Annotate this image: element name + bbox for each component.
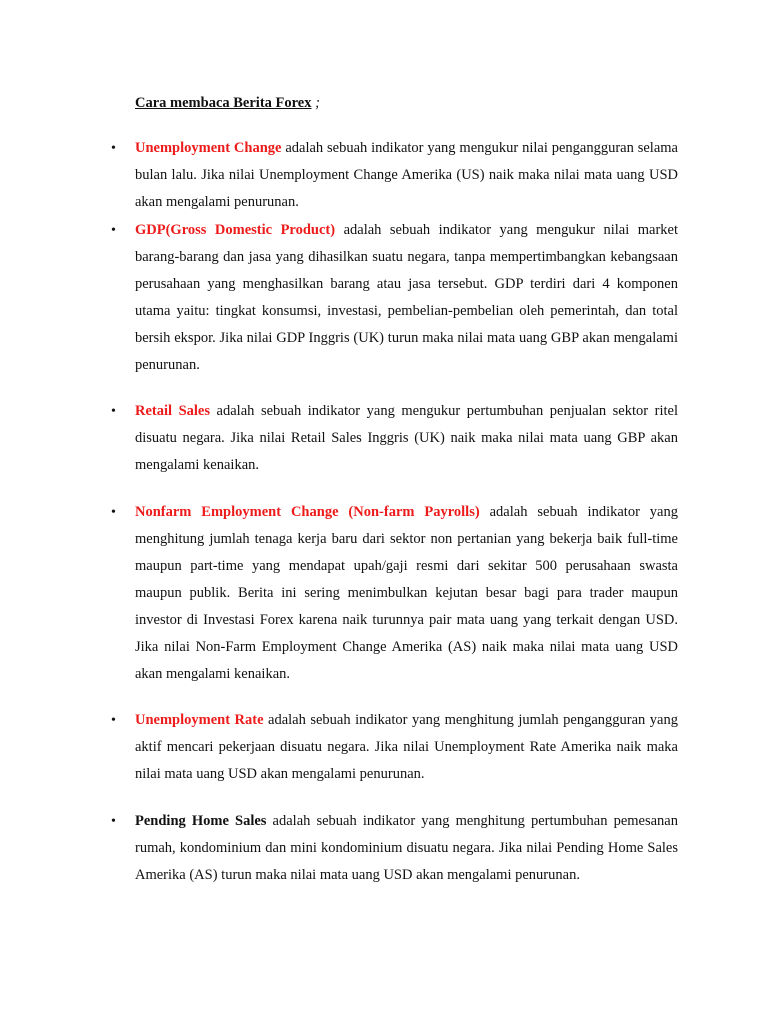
item-description: adalah sebuah indikator yang menghitung jumlah tenaga kerja baru dari sektor non pertanian yang bekerja baik full-time maupun part-time yang mendapat upah/gaji resmi dari sekitar 500 perusahaan swasta maupun publik. Berita ini sering menimbulkan kejutan besar bagi para trader maupun investor di Investasi Forex karena naik turunnya pair mata uang yang terkait dengan USD. Jika nilai Non-Farm Employment Change Amerika (AS) naik maka nilai mata uang USD akan mengalami kenaikan. (135, 504, 678, 682)
list-item (111, 135, 678, 216)
heading-punctuation: ; (311, 95, 320, 111)
item-description: adalah sebuah indikator yang menghitung pertumbuhan pemesanan rumah, kondominium dan mini kondominium disuatu negara. Jika nilai Pending Home Sales Amerika (AS) turun maka nilai mata uang USD akan mengalami penurunan. (135, 813, 678, 883)
item-description: adalah sebuah indikator yang mengukur nilai market barang-barang dan jasa yang dihasilkan suatu negara, tanpa mempertimbangkan kebangsaan perusahaan yang menghasilkan barang atau jasa tersebut. GDP terdiri dari 4 komponen utama yaitu: tingkat konsumsi, investasi, pembelian-pembelian oleh pemerintah, dan total bersih ekspor. Jika nilai GDP Inggris (UK) turun maka nilai mata uang GBP akan mengalami penurunan. (135, 222, 678, 373)
list-item (111, 217, 678, 379)
term-unemployment-change: Unemployment Change (135, 140, 282, 156)
item-description: adalah sebuah indikator yang mengukur nilai pengangguran selama bulan lalu. Jika nilai Unemployment Change Amerika (US) naik maka nilai mata uang USD akan mengalami penurunan. (135, 140, 678, 210)
bullet-icon: • (111, 141, 116, 156)
term-nonfarm-employment-change: Nonfarm Employment Change (Non-farm Payrolls) (135, 504, 480, 520)
term-gdp: GDP(Gross Domestic Product) (135, 222, 336, 238)
list-item (111, 398, 678, 479)
bullet-icon: • (111, 404, 116, 419)
list-item (111, 707, 678, 788)
heading-title: Cara membaca Berita Forex (135, 95, 312, 111)
term-unemployment-rate: Unemployment Rate (135, 712, 264, 728)
bullet-icon: • (111, 505, 116, 520)
item-description: adalah sebuah indikator yang mengukur pertumbuhan penjualan sektor ritel disuatu negara. Jika nilai Retail Sales Inggris (UK) naik maka nilai mata uang GBP akan mengalami kenaikan. (135, 403, 678, 473)
document-heading (135, 93, 320, 113)
term-pending-home-sales: Pending Home Sales (135, 813, 267, 829)
list-item (111, 808, 678, 889)
term-retail-sales: Retail Sales (135, 403, 211, 419)
item-description: adalah sebuah indikator yang menghitung jumlah pengangguran yang aktif mencari pekerjaan disuatu negara. Jika nilai Unemployment Rate Amerika naik maka nilai mata uang USD akan mengalami penurunan. (135, 712, 678, 782)
bullet-icon: • (111, 713, 116, 728)
list-item (111, 499, 678, 688)
bullet-icon: • (111, 223, 116, 238)
bullet-icon: • (111, 814, 116, 829)
